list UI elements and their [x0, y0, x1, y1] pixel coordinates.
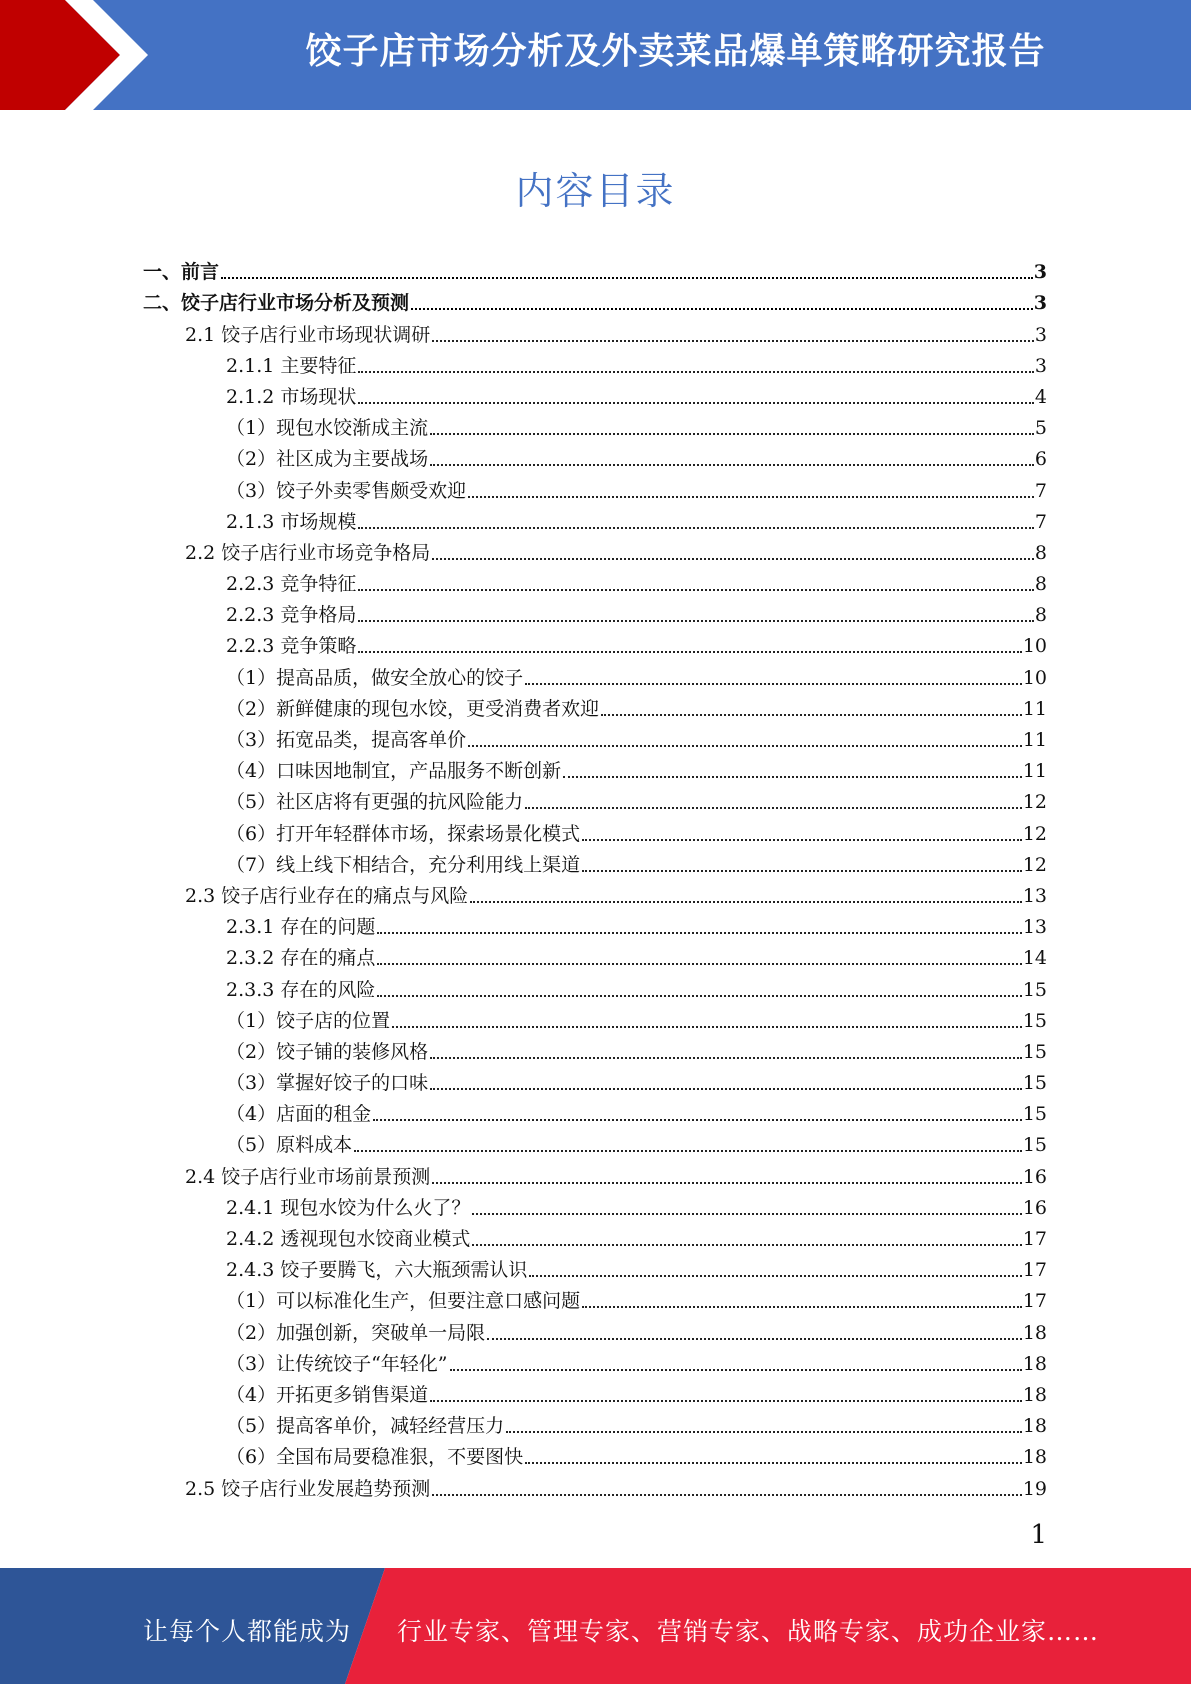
footer-slogan-left: 让每个人都能成为 [143, 1617, 352, 1646]
toc-entry-page: 15 [1022, 1009, 1047, 1032]
toc-entry[interactable] [0, 719, 1191, 750]
toc-entry-page: 18 [1022, 1383, 1047, 1406]
toc-entry[interactable] [0, 906, 1191, 937]
toc-entry[interactable] [0, 407, 1191, 438]
toc-entry-label: 二、饺子店行业市场分析及预测 [143, 292, 410, 315]
toc-entry[interactable] [0, 1155, 1191, 1186]
dot-leader [411, 308, 1033, 310]
toc-entry-label: （5）提高客单价，减轻经营压力 [226, 1415, 505, 1438]
dot-leader [601, 714, 1022, 716]
toc-entry[interactable] [0, 875, 1191, 906]
toc-entry-label: 2.3.2 存在的痛点 [226, 947, 376, 970]
toc-entry[interactable] [0, 937, 1191, 968]
dot-leader [525, 683, 1022, 685]
dot-leader [468, 745, 1022, 747]
toc-entry-page: 7 [1034, 479, 1047, 502]
toc-entry[interactable] [0, 1374, 1191, 1405]
toc-entry-label: （1）提高品质，做安全放心的饺子 [226, 666, 524, 689]
toc-entry[interactable] [0, 469, 1191, 500]
dot-leader [563, 776, 1022, 778]
toc-entry-page: 16 [1022, 1196, 1047, 1219]
toc-entry-label: （6）打开年轻群体市场，探索场景化模式 [226, 822, 581, 845]
toc-entry[interactable] [0, 1124, 1191, 1155]
dot-leader [430, 1400, 1022, 1402]
toc-entry[interactable] [0, 688, 1191, 719]
dot-leader [472, 1244, 1021, 1246]
toc-entry[interactable] [0, 376, 1191, 407]
dot-leader [358, 527, 1034, 529]
toc-entry-label: （2）饺子铺的装修风格 [226, 1040, 429, 1063]
toc-entry-page: 18 [1022, 1415, 1047, 1438]
toc-entry-label: 2.4.3 饺子要腾飞，六大瓶颈需认识 [226, 1259, 528, 1282]
dot-leader [221, 277, 1033, 279]
dot-leader [373, 1119, 1022, 1121]
dot-leader [377, 963, 1021, 965]
toc-entry[interactable] [0, 1031, 1191, 1062]
toc-entry[interactable] [0, 1436, 1191, 1467]
dot-leader [450, 1369, 1022, 1371]
toc-entry-page: 11 [1022, 760, 1047, 783]
toc-entry-label: （7）线上线下相结合，充分利用线上渠道 [226, 853, 581, 876]
toc-entry-label: （3）拓宽品类，提高客单价 [226, 729, 467, 751]
toc-entry-label: （2）新鲜健康的现包水饺，更受消费者欢迎 [226, 697, 600, 720]
toc-entry[interactable] [0, 625, 1191, 656]
toc-entry-page: 18 [1022, 1321, 1047, 1344]
toc-entry-page: 3 [1034, 354, 1047, 377]
toc-entry-label: 2.3 饺子店行业存在的痛点与风险 [185, 884, 469, 907]
toc-entry-label: 2.4.1 现包水饺为什么火了？ [226, 1196, 471, 1219]
toc-entry-page: 11 [1022, 729, 1047, 751]
toc-entry[interactable] [0, 812, 1191, 843]
toc-entry-page: 18 [1022, 1352, 1047, 1375]
dot-leader [582, 870, 1022, 872]
dot-leader [358, 651, 1021, 653]
dot-leader [529, 1275, 1021, 1277]
dot-leader [358, 402, 1034, 404]
toc-entry-page: 15 [1022, 1040, 1047, 1063]
page-number: 1 [1030, 1520, 1047, 1550]
dot-leader [432, 558, 1034, 560]
dot-leader [468, 496, 1034, 498]
toc-entry-page: 15 [1022, 1103, 1047, 1126]
toc-list [0, 251, 1191, 1499]
dot-leader [354, 1150, 1022, 1152]
toc-entry[interactable] [0, 1093, 1191, 1124]
toc-entry-page: 12 [1022, 853, 1047, 876]
toc-entry[interactable] [0, 313, 1191, 344]
toc-entry-label: 2.2 饺子店行业市场竞争格局 [185, 541, 431, 564]
toc-entry-page: 3 [1033, 261, 1047, 284]
chevron-arrow-icon [0, 0, 160, 110]
dot-leader [377, 932, 1021, 934]
toc-entry-label: 2.3.3 存在的风险 [226, 978, 376, 1001]
toc-entry[interactable] [0, 438, 1191, 469]
toc-entry-label: 2.1.1 主要特征 [226, 354, 357, 377]
dot-leader [430, 1057, 1022, 1059]
toc-entry[interactable] [0, 1249, 1191, 1280]
toc-entry-label: （3）让传统饺子“年轻化” [226, 1352, 448, 1375]
toc-entry-page: 15 [1022, 978, 1047, 1001]
toc-entry-label: 2.4 饺子店行业市场前景预测 [185, 1165, 431, 1188]
dot-leader [358, 589, 1034, 591]
toc-entry-label: 2.4.2 透视现包水饺商业模式 [226, 1228, 471, 1250]
toc-entry-page: 19 [1022, 1477, 1047, 1500]
dot-leader [432, 340, 1034, 342]
toc-entry-page: 17 [1022, 1228, 1047, 1250]
toc-entry-label: 2.2.3 竞争策略 [226, 635, 357, 658]
toc-entry[interactable] [0, 594, 1191, 625]
toc-entry-page: 7 [1034, 510, 1047, 533]
toc-entry-label: （2）加强创新，突破单一局限 [226, 1321, 486, 1344]
toc-entry[interactable] [0, 501, 1191, 532]
toc-entry-page: 15 [1022, 1072, 1047, 1095]
toc-entry-page: 13 [1022, 884, 1047, 907]
toc-entry-page: 13 [1022, 916, 1047, 939]
toc-entry-page: 12 [1022, 822, 1047, 845]
dot-leader [430, 1088, 1022, 1090]
toc-entry[interactable] [0, 563, 1191, 594]
header-band [0, 0, 1191, 110]
dot-leader [525, 807, 1022, 809]
toc-entry-label: 一、前言 [143, 261, 220, 284]
toc-entry-label: （2）社区成为主要战场 [226, 448, 429, 471]
toc-entry-label: 2.3.1 存在的问题 [226, 916, 376, 939]
toc-entry-label: （3）掌握好饺子的口味 [226, 1072, 429, 1095]
toc-entry-label: 2.1 饺子店行业市场现状调研 [185, 323, 431, 346]
toc-entry-label: （4）开拓更多销售渠道 [226, 1383, 429, 1406]
dot-leader [506, 1431, 1022, 1433]
toc-entry-label: （4）店面的租金 [226, 1103, 372, 1126]
toc-entry-page: 4 [1034, 385, 1047, 408]
dot-leader [432, 1182, 1022, 1184]
toc-entry[interactable] [0, 1343, 1191, 1374]
dot-leader [470, 901, 1022, 903]
toc-entry[interactable] [0, 1280, 1191, 1311]
toc-entry-page: 3 [1034, 323, 1047, 346]
toc-entry-label: 2.2.3 竞争特征 [226, 573, 357, 596]
dot-leader [430, 433, 1034, 435]
toc-entry[interactable] [0, 1218, 1191, 1249]
toc-entry[interactable] [0, 656, 1191, 687]
dot-leader [582, 839, 1022, 841]
toc-entry[interactable] [0, 1467, 1191, 1498]
toc-entry[interactable] [0, 1062, 1191, 1093]
toc-entry-page: 16 [1022, 1165, 1047, 1188]
toc-entry-page: 17 [1022, 1290, 1047, 1313]
toc-entry-label: 2.1.3 市场规模 [226, 510, 357, 533]
toc-entry-label: 2.5 饺子店行业发展趋势预测 [185, 1477, 431, 1500]
dot-leader [472, 1213, 1021, 1215]
toc-entry[interactable] [0, 968, 1191, 999]
toc-entry-page: 10 [1022, 635, 1047, 658]
dot-leader [525, 1462, 1022, 1464]
dot-leader [377, 995, 1021, 997]
dot-leader [487, 1338, 1022, 1340]
toc-entry-page: 12 [1022, 791, 1047, 814]
dot-leader [582, 1306, 1022, 1308]
toc-entry[interactable] [0, 1311, 1191, 1342]
toc-entry[interactable] [0, 345, 1191, 376]
dot-leader [432, 1494, 1022, 1496]
toc-entry-page: 8 [1034, 604, 1047, 627]
toc-entry-label: （1）饺子店的位置 [226, 1009, 391, 1032]
toc-entry[interactable] [0, 750, 1191, 781]
toc-entry[interactable] [0, 781, 1191, 812]
toc-entry-label: （5）社区店将有更强的抗风险能力 [226, 791, 524, 814]
toc-entry-page: 15 [1022, 1134, 1047, 1157]
dot-leader [358, 371, 1034, 373]
toc-entry-label: （5）原料成本 [226, 1134, 353, 1157]
toc-entry-label: （3）饺子外卖零售颇受欢迎 [226, 479, 467, 502]
toc-entry-page: 6 [1034, 448, 1047, 471]
dot-leader [392, 1026, 1022, 1028]
footer-slogan-right: 行业专家、管理专家、营销专家、战略专家、成功企业家…… [397, 1617, 1100, 1646]
toc-entry-page: 11 [1022, 697, 1047, 720]
toc-entry[interactable] [0, 844, 1191, 875]
toc-entry-page: 10 [1022, 666, 1047, 689]
toc-entry-label: 2.2.3 竞争格局 [226, 604, 357, 627]
toc-entry-label: （1）现包水饺渐成主流 [226, 417, 429, 440]
toc-entry-page: 14 [1022, 947, 1047, 970]
toc-entry[interactable] [0, 282, 1191, 313]
toc-entry-label: （6）全国布局要稳准狠，不要图快 [226, 1446, 524, 1469]
toc-entry-label: 2.1.2 市场现状 [226, 385, 357, 408]
toc-title: 内容目录 [515, 169, 676, 213]
toc-entry-label: （4）口味因地制宜，产品服务不断创新 [226, 760, 562, 783]
toc-entry[interactable] [0, 1405, 1191, 1436]
toc-entry-label: （1）可以标准化生产，但要注意口感问题 [226, 1290, 581, 1313]
toc-entry-page: 5 [1034, 417, 1047, 440]
toc-entry-page: 8 [1034, 541, 1047, 564]
dot-leader [358, 620, 1034, 622]
toc-entry[interactable] [0, 1000, 1191, 1031]
toc-entry-page: 8 [1034, 573, 1047, 596]
toc-entry-page: 3 [1033, 292, 1047, 315]
toc-entry-page: 18 [1022, 1446, 1047, 1469]
dot-leader [430, 464, 1034, 466]
report-title: 饺子店市场分析及外卖菜品爆单策略研究报告 [305, 31, 1046, 72]
toc-entry[interactable] [0, 532, 1191, 563]
toc-entry[interactable] [0, 251, 1191, 282]
toc-entry-page: 17 [1022, 1259, 1047, 1282]
toc-entry[interactable] [0, 1187, 1191, 1218]
